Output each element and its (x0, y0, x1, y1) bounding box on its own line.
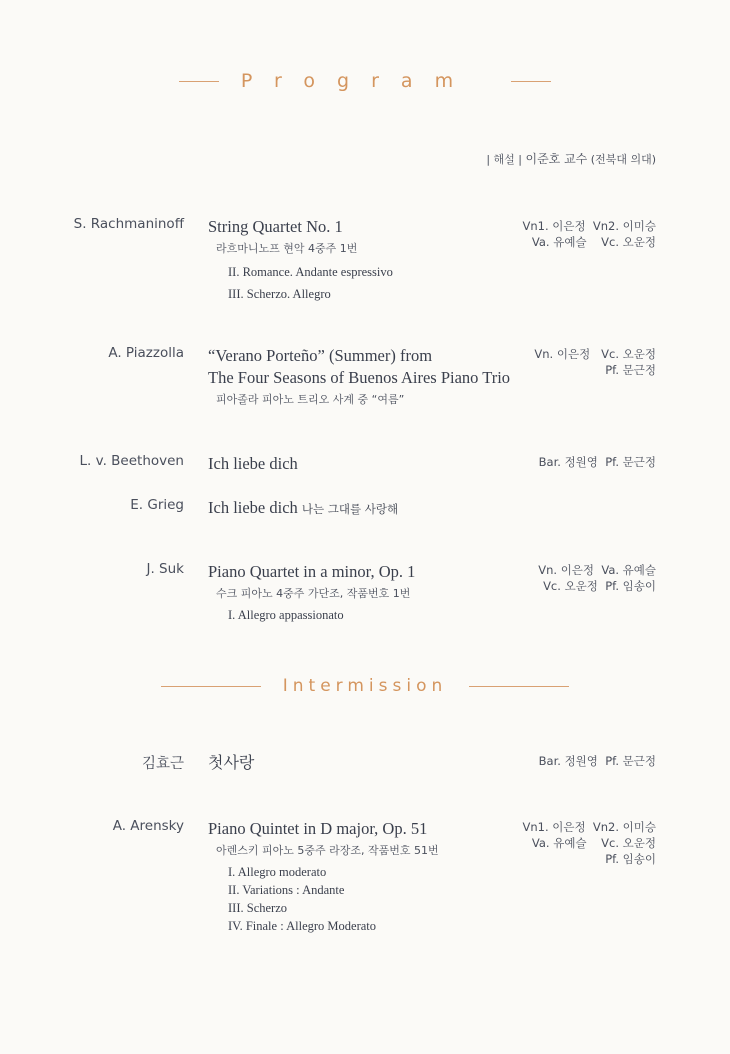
performers (522, 819, 656, 867)
work (208, 818, 528, 935)
work (208, 453, 528, 475)
work-title-line: “Verano Porteño” (Summer) from (208, 346, 433, 365)
performer-line: Bar. 정원영 Pf. 문근정 (538, 455, 656, 469)
work-korean-title: 피아졸라 피아노 트리오 사계 중 “여름” (216, 393, 405, 406)
work-korean-title: 수크 피아노 4중주 가단조, 작품번호 1번 (216, 587, 411, 600)
work (208, 752, 528, 774)
performers (539, 753, 656, 769)
performer-line: Vn. 이은정 Va. 유예슬 (538, 563, 656, 577)
performer-line: Pf. 문근정 (605, 363, 656, 377)
performer-line: Vc. 오운정 Pf. 임송이 (543, 579, 656, 593)
movement-list (228, 863, 528, 935)
performers (534, 346, 656, 378)
performer-line: Va. 유예슬 Vc. 오운정 (531, 235, 656, 249)
performer-line: Vn1. 이은정 Vn2. 이미승 (522, 820, 656, 834)
divider-left (179, 81, 219, 82)
performer-line: Vn1. 이은정 Vn2. 이미승 (522, 219, 656, 233)
composer-name: A. Arensky (112, 818, 184, 834)
performers (538, 562, 656, 594)
performer-line: Bar. 정원영 Pf. 문근정 (538, 754, 656, 768)
work-title: Ich liebe dich (208, 454, 298, 473)
movement: III. Scherzo (228, 901, 287, 915)
movement: II. Romance. Andante espressivo (228, 265, 393, 279)
commentary-note (486, 150, 656, 167)
divider-right (469, 686, 569, 687)
composer-name: S. Rachmaninoff (73, 216, 184, 232)
commentator-affiliation: (전북대 의대) (590, 153, 656, 166)
work-title: 첫사랑 (208, 753, 255, 772)
commentary-label: | 해설 | (486, 153, 522, 166)
movement: II. Variations : Andante (228, 883, 345, 897)
program-heading (0, 70, 730, 92)
work (208, 345, 528, 408)
work-title: Piano Quartet in a minor, Op. 1 (208, 562, 416, 581)
movement: I. Allegro moderato (228, 865, 327, 879)
movement: IV. Finale : Allegro Moderato (228, 919, 377, 933)
movement-list (228, 261, 528, 305)
work-title-line: The Four Seasons of Buenos Aires Piano Trio (208, 368, 511, 387)
intermission-title: Intermission (282, 676, 448, 696)
performer-line: Vn. 이은정 Vc. 오운정 (534, 347, 656, 361)
divider-left (161, 686, 261, 687)
movement: I. Allegro appassionato (228, 608, 344, 622)
work (208, 497, 528, 520)
intermission-heading (0, 676, 730, 696)
composer-name: J. Suk (146, 561, 184, 577)
performer-line: Pf. 임송이 (605, 852, 656, 866)
work (208, 561, 528, 624)
movement-list (228, 606, 528, 624)
work-title: Ich liebe dich (208, 498, 298, 517)
composer-name: 김효근 (141, 756, 184, 772)
divider-right (511, 81, 551, 82)
composer-name: A. Piazzolla (108, 345, 184, 361)
composer-name: E. Grieg (130, 497, 184, 513)
commentator-name: 이준호 교수 (525, 152, 588, 166)
composer-name: L. v. Beethoven (79, 453, 184, 469)
work-korean-title: 라흐마니노프 현악 4중주 1번 (216, 242, 358, 255)
work-title: String Quartet No. 1 (208, 217, 343, 236)
work-korean-title: 아렌스키 피아노 5중주 라장조, 작품번호 51번 (216, 844, 439, 857)
performer-line: Va. 유예슬 Vc. 오운정 (531, 836, 656, 850)
performers (522, 218, 656, 250)
movement: III. Scherzo. Allegro (228, 287, 331, 301)
program-title: Program (240, 70, 476, 92)
performers (539, 454, 656, 470)
work-korean-title: 나는 그대를 사랑해 (301, 502, 399, 516)
work-title: Piano Quintet in D major, Op. 51 (208, 819, 428, 838)
work (208, 216, 528, 305)
